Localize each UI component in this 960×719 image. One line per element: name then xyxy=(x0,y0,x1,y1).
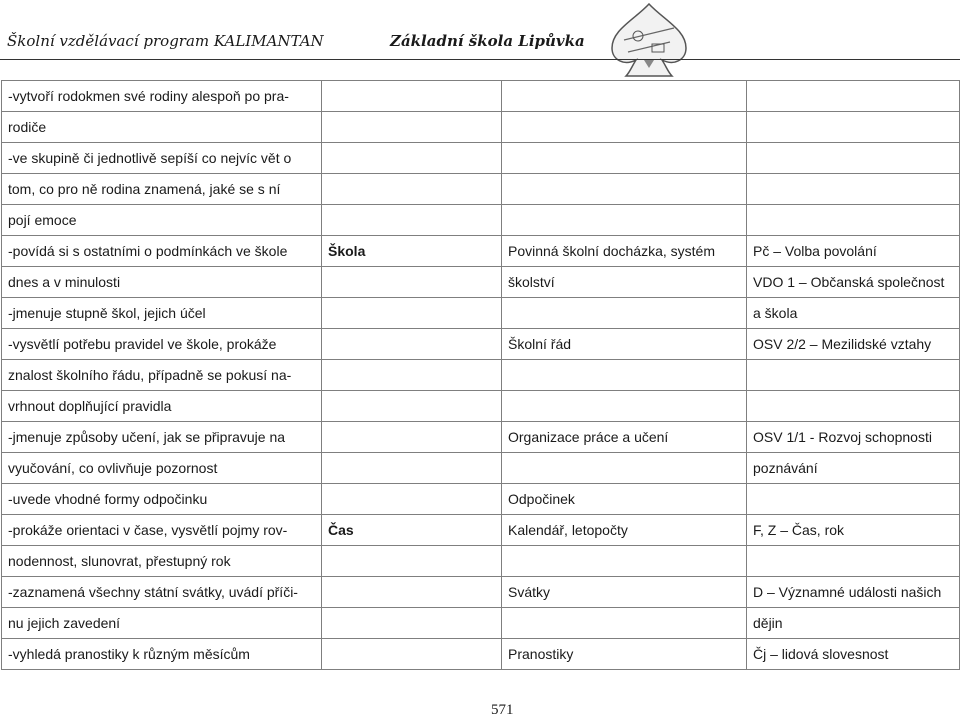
table-cell-col4: poznávání xyxy=(747,453,960,484)
table-cell-col3 xyxy=(502,81,747,112)
table-cell-col2 xyxy=(322,577,502,608)
table-cell-col2 xyxy=(322,267,502,298)
table-row xyxy=(2,360,960,391)
table-cell-col1: vrhnout doplňující pravidla xyxy=(2,391,322,422)
spade-school-logo-icon xyxy=(604,0,694,80)
table-cell-col3: školství xyxy=(502,267,747,298)
table-cell-col1: rodiče xyxy=(2,112,322,143)
table-row xyxy=(2,143,960,174)
table-cell-col4 xyxy=(747,81,960,112)
table-cell-col2 xyxy=(322,329,502,360)
table-cell-col2 xyxy=(322,360,502,391)
table-row xyxy=(2,205,960,236)
table-cell-col3 xyxy=(502,546,747,577)
table-cell-col1: znalost školního řádu, případně se pokusí na- xyxy=(2,360,322,391)
table-cell-col4: F, Z – Čas, rok xyxy=(747,515,960,546)
table-row xyxy=(2,608,960,639)
table-cell-col3 xyxy=(502,608,747,639)
table-row xyxy=(2,546,960,577)
table-cell-col3: Odpočinek xyxy=(502,484,747,515)
table-cell-col2 xyxy=(322,484,502,515)
table-row xyxy=(2,639,960,670)
table-cell-col4 xyxy=(747,484,960,515)
table-cell-col1: vyučování, co ovlivňuje pozornost xyxy=(2,453,322,484)
table-cell-col4 xyxy=(747,143,960,174)
table-cell-col1: tom, co pro ně rodina znamená, jaké se s ní xyxy=(2,174,322,205)
table-cell-col4: VDO 1 – Občanská společnost xyxy=(747,267,960,298)
header-school: Základní škola Lipůvka xyxy=(390,32,585,50)
table-cell-col3 xyxy=(502,205,747,236)
table-cell-col4 xyxy=(747,174,960,205)
table-cell-col2 xyxy=(322,453,502,484)
table-cell-col1: -jmenuje stupně škol, jejich účel xyxy=(2,298,322,329)
table-cell-col4 xyxy=(747,112,960,143)
table-row xyxy=(2,298,960,329)
table-cell-col4: a škola xyxy=(747,298,960,329)
header-program: Školní vzdělávací program KALIMANTAN xyxy=(7,32,324,50)
table-cell-col2 xyxy=(322,174,502,205)
table-cell-col3 xyxy=(502,391,747,422)
table-row xyxy=(2,174,960,205)
table-cell-col4 xyxy=(747,391,960,422)
table-cell-col3 xyxy=(502,453,747,484)
table-cell-col4: OSV 1/1 - Rozvoj schopnosti xyxy=(747,422,960,453)
table-cell-col1: -jmenuje způsoby učení, jak se připravuje na xyxy=(2,422,322,453)
table-row xyxy=(2,81,960,112)
table-row xyxy=(2,515,960,546)
table-cell-col1: dnes a v minulosti xyxy=(2,267,322,298)
table-cell-col3: Pranostiky xyxy=(502,639,747,670)
table-cell-col1: -zaznamená všechny státní svátky, uvádí příči- xyxy=(2,577,322,608)
table-cell-col4: Pč – Volba povolání xyxy=(747,236,960,267)
table-cell-col1: nu jejich zavedení xyxy=(2,608,322,639)
table-cell-col2 xyxy=(322,546,502,577)
table-cell-col4: Čj – lidová slovesnost xyxy=(747,639,960,670)
table-cell-col2 xyxy=(322,391,502,422)
table-row xyxy=(2,112,960,143)
table-cell-col2 xyxy=(322,205,502,236)
table-cell-col2 xyxy=(322,608,502,639)
table-cell-col1: -vyhledá pranostiky k různým měsícům xyxy=(2,639,322,670)
table-cell-col1: -povídá si s ostatními o podmínkách ve škole xyxy=(2,236,322,267)
table-row xyxy=(2,484,960,515)
table-cell-col1: -ve skupině či jednotlivě sepíší co nejvíc vět o xyxy=(2,143,322,174)
table-cell-col1: -uvede vhodné formy odpočinku xyxy=(2,484,322,515)
table-cell-col4: OSV 2/2 – Mezilidské vztahy xyxy=(747,329,960,360)
table-cell-col3: Organizace práce a učení xyxy=(502,422,747,453)
table-cell-col2 xyxy=(322,112,502,143)
table-cell-col2 xyxy=(322,639,502,670)
table-row xyxy=(2,236,960,267)
table-cell-col2 xyxy=(322,422,502,453)
table-row xyxy=(2,329,960,360)
table-row xyxy=(2,453,960,484)
table-cell-col3: Povinná školní docházka, systém xyxy=(502,236,747,267)
table-cell-col3 xyxy=(502,298,747,329)
table-cell-col3 xyxy=(502,174,747,205)
table-cell-col4: dějin xyxy=(747,608,960,639)
table-cell-col1: -prokáže orientaci v čase, vysvětlí pojmy rov- xyxy=(2,515,322,546)
table-cell-col2: Škola xyxy=(322,236,502,267)
header-rule xyxy=(0,59,960,60)
table-cell-col3 xyxy=(502,112,747,143)
table-cell-col2: Čas xyxy=(322,515,502,546)
curriculum-table xyxy=(1,80,960,670)
table-cell-col3: Svátky xyxy=(502,577,747,608)
table-cell-col2 xyxy=(322,143,502,174)
table-cell-col2 xyxy=(322,298,502,329)
table-cell-col4: D – Významné události našich xyxy=(747,577,960,608)
table-row xyxy=(2,422,960,453)
table-row xyxy=(2,267,960,298)
page-number: 571 xyxy=(491,702,514,718)
table-cell-col1: pojí emoce xyxy=(2,205,322,236)
table-cell-col3 xyxy=(502,143,747,174)
table-cell-col1: -vysvětlí potřebu pravidel ve škole, prokáže xyxy=(2,329,322,360)
table-cell-col4 xyxy=(747,205,960,236)
table-row xyxy=(2,391,960,422)
table-cell-col1: -vytvoří rodokmen své rodiny alespoň po pra- xyxy=(2,81,322,112)
table-cell-col3 xyxy=(502,360,747,391)
table-cell-col3: Kalendář, letopočty xyxy=(502,515,747,546)
table-cell-col4 xyxy=(747,546,960,577)
table-row xyxy=(2,577,960,608)
table-cell-col3: Školní řád xyxy=(502,329,747,360)
table-cell-col2 xyxy=(322,81,502,112)
table-cell-col4 xyxy=(747,360,960,391)
table-cell-col1: nodennost, slunovrat, přestupný rok xyxy=(2,546,322,577)
